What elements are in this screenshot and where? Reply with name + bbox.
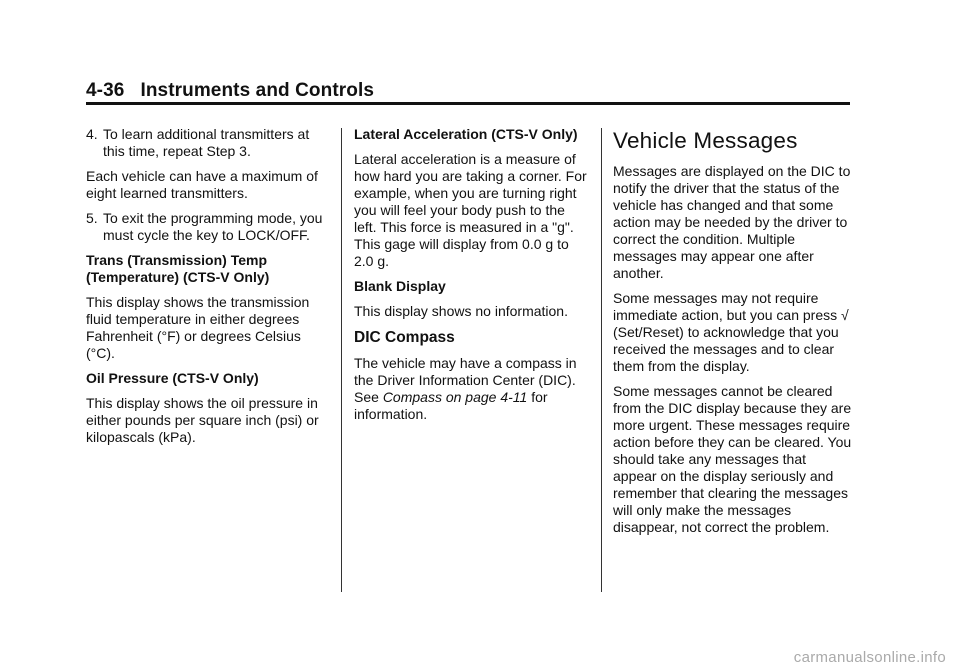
- blank-display-heading: Blank Display: [354, 278, 446, 294]
- lateral-accel-heading: Lateral Acceleration (CTS-V Only): [354, 126, 578, 142]
- watermark: carmanualsonline.info: [793, 649, 946, 666]
- list-number: 4.: [86, 126, 98, 142]
- lateral-accel-text: Lateral acceleration is a measure of how hard you are taking a corner. For example, when you are turning right you will feel your body push to the left. This force is measured in a "g". This gage will display from 0.0 g to 2.0 g.: [354, 151, 587, 269]
- list-number: 5.: [86, 210, 98, 226]
- oil-pressure-text: This display shows the oil pressure in either pounds per square inch (psi) or kilopascals (kPa).: [86, 395, 319, 445]
- blank-display-text: This display shows no information.: [354, 303, 568, 319]
- vehicle-messages-paragraph-1: Messages are displayed on the DIC to notify the driver that the status of the vehicle has changed and that some action may be needed by the driver to correct the condition. Multiple messages may appear one after another.: [613, 163, 851, 281]
- compass-cross-reference[interactable]: Compass on page 4-11: [382, 389, 528, 405]
- paragraph-2-tail: (Set/Reset) to acknowledge that you received the messages and to clear them from the display.: [613, 324, 839, 374]
- section-title: Instruments and Controls: [140, 80, 375, 101]
- page-header: [86, 80, 374, 102]
- list-text: To learn additional transmitters at this time, repeat Step 3.: [103, 126, 310, 159]
- column-divider-2: [601, 128, 602, 592]
- column-3: [613, 124, 853, 544]
- oil-pressure-heading: Oil Pressure (CTS-V Only): [86, 370, 259, 386]
- step-4-note: Each vehicle can have a maximum of eight learned transmitters.: [86, 168, 318, 201]
- column-divider-1: [341, 128, 342, 592]
- trans-temp-text: This display shows the transmission fluid temperature in either degrees Fahrenheit (°F) or degrees Celsius (°C).: [86, 294, 310, 361]
- vehicle-messages-paragraph-3: Some messages cannot be cleared from the DIC display because they are more urgent. These messages require action before they can be cleared. You should take any messages that appear on the display seriously and remember that clearing the messages will only make the messages disappear, not correct the problem.: [613, 383, 852, 535]
- set-reset-check-icon: √: [841, 307, 849, 323]
- list-item-step-5: [86, 210, 331, 244]
- trans-temp-heading: Trans (Transmission) Temp (Temperature) (CTS-V Only): [86, 252, 270, 285]
- compass-text-lead: The vehicle may have a compass in the Driver Information Center (DIC). See: [354, 355, 577, 405]
- header-rule: [86, 102, 850, 105]
- column-2: [354, 126, 590, 431]
- compass-text-tail: for information.: [354, 389, 548, 422]
- dic-compass-text: [354, 355, 590, 423]
- column-1: [86, 126, 331, 454]
- list-text: To exit the programming mode, you must cycle the key to LOCK/OFF.: [103, 210, 323, 243]
- vehicle-messages-heading: Vehicle Messages: [613, 128, 798, 153]
- page-number: 4-36: [86, 80, 125, 101]
- paragraph-2-lead: Some messages may not require immediate action, but you can press: [613, 290, 838, 323]
- vehicle-messages-paragraph-2: [613, 290, 853, 375]
- list-item-step-4: [86, 126, 331, 160]
- dic-compass-heading: DIC Compass: [354, 329, 455, 346]
